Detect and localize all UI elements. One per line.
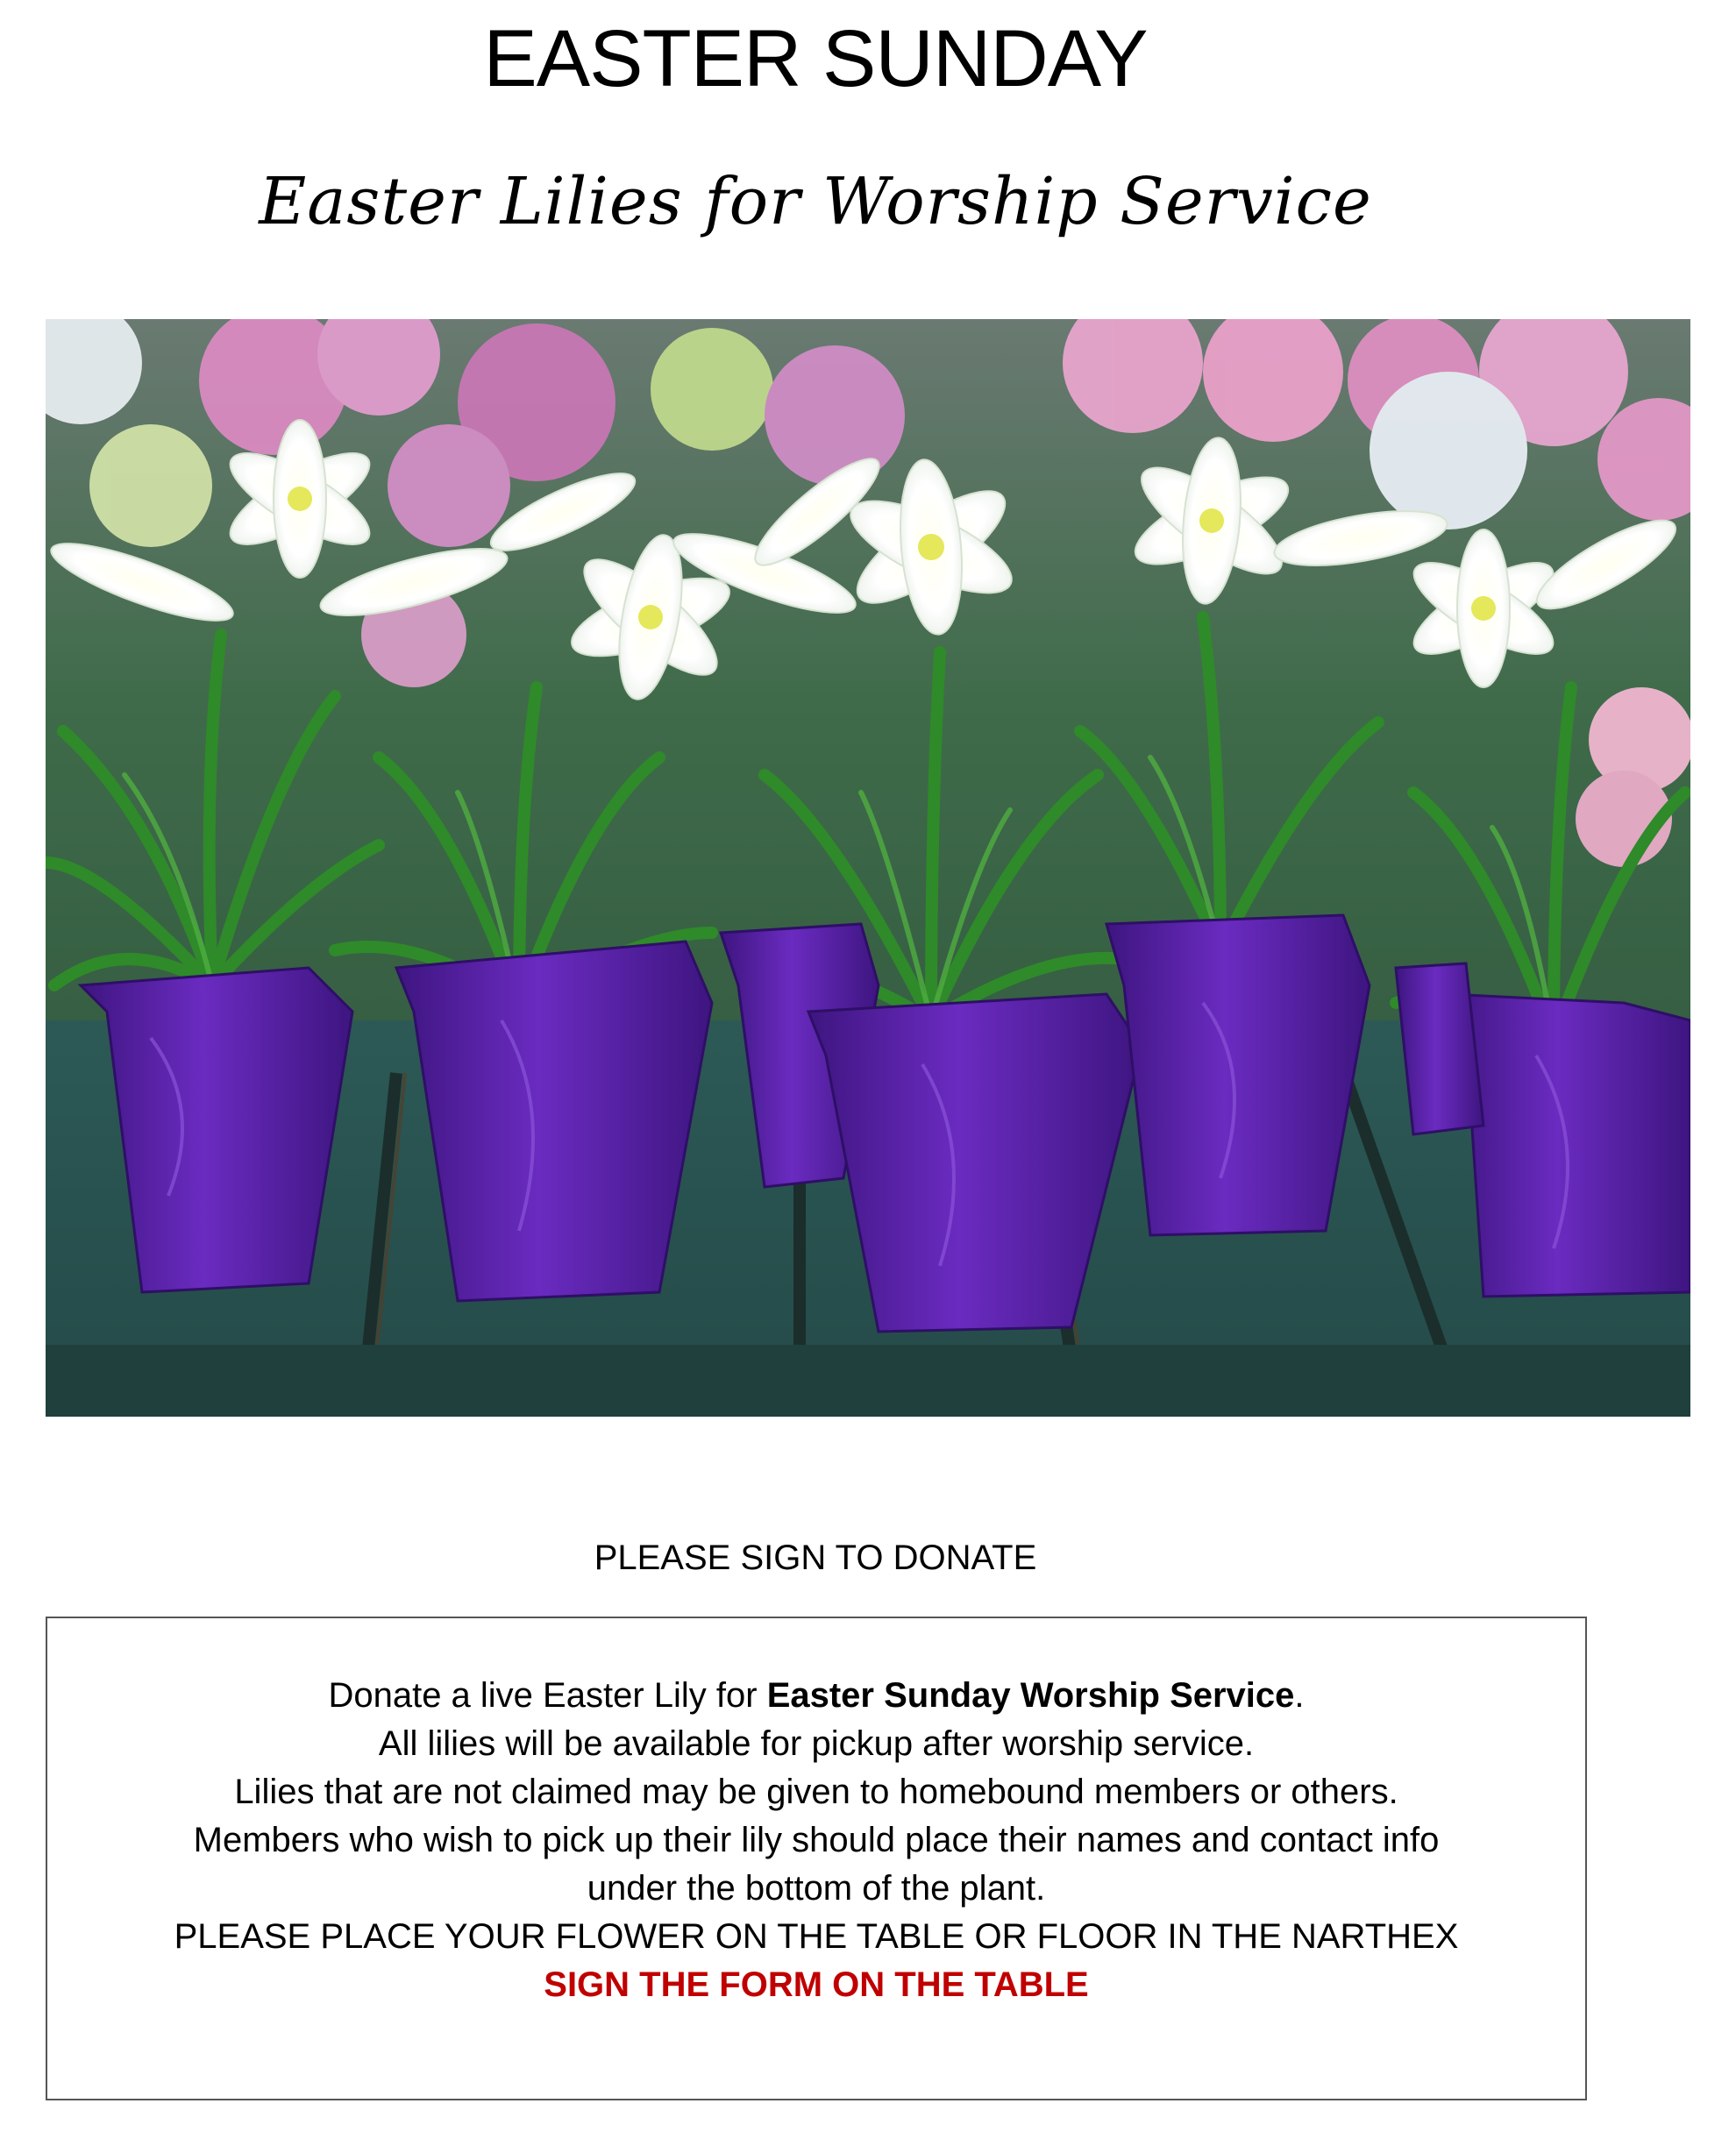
info-line-2: All lilies will be available for pickup after worship service. <box>378 1724 1255 1763</box>
info-line-6: PLEASE PLACE YOUR FLOWER ON THE TABLE OR FLOOR IN THE NARTHEX <box>174 1917 1459 1956</box>
info-line-5: under the bottom of the plant. <box>587 1869 1046 1908</box>
info-line-4: Members who wish to pick up their lily should place their names and contact info <box>193 1821 1440 1859</box>
donation-info-box <box>46 1617 1587 2100</box>
easter-lilies-photo <box>46 319 1690 1417</box>
info-line-1-suffix: . <box>1294 1676 1305 1715</box>
info-line-3: Lilies that are not claimed may be given to homebound members or others. <box>234 1773 1398 1811</box>
info-line-1-bold: Easter Sunday Worship Service <box>766 1676 1295 1715</box>
donation-info-text <box>47 1672 1585 2009</box>
sign-to-donate-heading: PLEASE SIGN TO DONATE <box>594 1539 1037 1577</box>
sign-form-callout: SIGN THE FORM ON THE TABLE <box>544 1965 1089 2004</box>
page-subtitle: Easter Lilies for Worship Service <box>259 164 1372 239</box>
info-line-1-prefix: Donate a live Easter Lily for <box>328 1676 767 1715</box>
page-title: EASTER SUNDAY <box>483 14 1148 103</box>
info-line-1 <box>47 1672 1585 1720</box>
